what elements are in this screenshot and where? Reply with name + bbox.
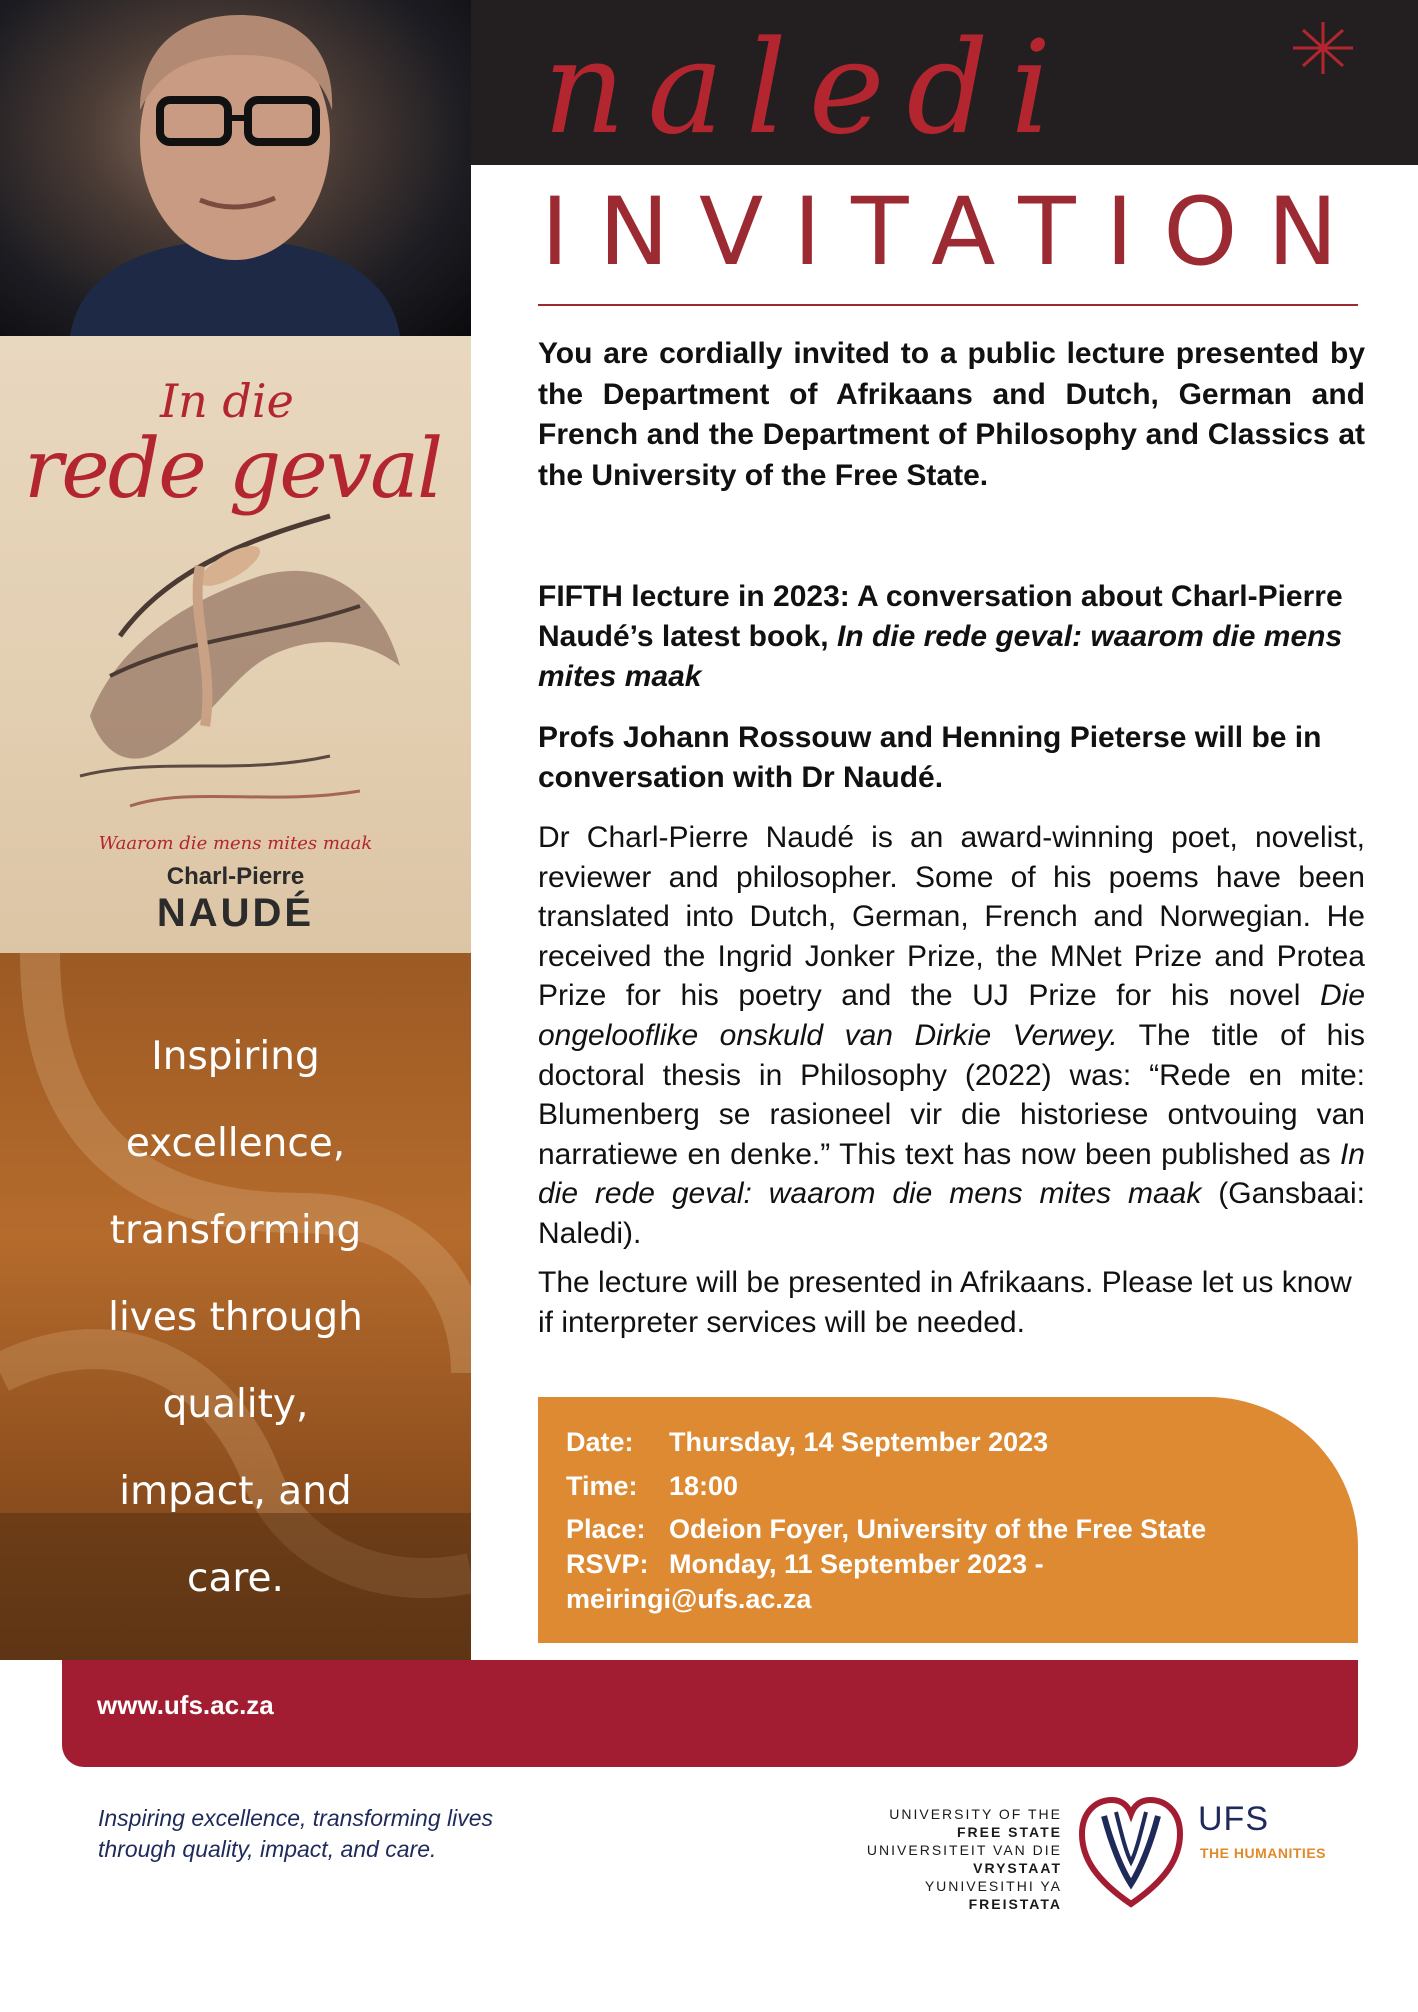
speakers-paragraph: Profs Johann Rossouw and Henning Pieterse will be in conversation with Dr Naudé. bbox=[538, 721, 1322, 794]
footer-tagline bbox=[98, 1803, 493, 1865]
book-cover bbox=[0, 336, 471, 953]
slogan-line: impact, and bbox=[119, 1469, 352, 1514]
event-details-box bbox=[538, 1397, 1358, 1643]
event-place-row bbox=[566, 1514, 1206, 1545]
slogan-line: quality, bbox=[162, 1382, 309, 1427]
event-rsvp: Monday, 11 September 2023 - bbox=[669, 1549, 1044, 1579]
ufs-heart-logo-icon bbox=[1076, 1792, 1186, 1910]
bio-text-3: (Gansbaai: Naledi). bbox=[538, 1177, 1365, 1250]
speaker-photo bbox=[0, 0, 471, 336]
university-name-line: FREE STATE bbox=[956, 1824, 1062, 1840]
lecture-heading bbox=[538, 577, 1365, 697]
book-cover-title-line2: rede geval bbox=[24, 422, 442, 517]
slogan-line: lives through bbox=[108, 1295, 363, 1340]
lecture-book-title: In die rede geval: waarom die mens mites maak bbox=[538, 620, 1343, 693]
bio-novel-title: Die ongelooflike onskuld van Dirkie Verwey. bbox=[538, 979, 1365, 1052]
university-name-line: YUNIVESITHI YA bbox=[924, 1878, 1062, 1894]
event-email[interactable]: meiringi@ufs.ac.za bbox=[566, 1584, 812, 1614]
book-cover-author-first: Charl-Pierre bbox=[166, 863, 305, 890]
slogan-line: transforming bbox=[109, 1208, 362, 1253]
header-band bbox=[471, 0, 1418, 165]
event-date-label: Date: bbox=[566, 1427, 634, 1457]
university-name-line: UNIVERSITEIT VAN DIE bbox=[866, 1842, 1062, 1858]
footer-tagline-line1: Inspiring excellence, transforming lives bbox=[98, 1805, 494, 1831]
slogan-line: care. bbox=[187, 1556, 284, 1601]
event-time: 18:00 bbox=[669, 1471, 739, 1501]
star-icon bbox=[1293, 22, 1353, 74]
ufs-logo-subtitle: THE HUMANITIES bbox=[1200, 1845, 1326, 1861]
page-title: INVITATION bbox=[541, 178, 1368, 287]
slogan-text bbox=[0, 1013, 471, 1622]
university-name-line: UNIVERSITY OF THE bbox=[889, 1806, 1062, 1822]
university-name-line: FREISTATA bbox=[968, 1896, 1062, 1912]
university-name-line: VRYSTAAT bbox=[973, 1860, 1062, 1876]
speaker-photo-illustration bbox=[0, 0, 471, 336]
event-place: Odeion Foyer, University of the Free State bbox=[669, 1514, 1207, 1544]
slogan-line: Inspiring bbox=[151, 1034, 320, 1079]
slogan-panel bbox=[0, 953, 471, 1660]
book-cover-subtitle: Waarom die mens mites maak bbox=[98, 833, 373, 854]
title-divider bbox=[538, 304, 1358, 306]
bio-text-1: Dr Charl-Pierre Naudé is an award-winning poet, novelist, reviewer and philosopher. Some of his poems have been translated into Dutch, German, French and Norwegian. He received the Ingrid Jonker Prize, the MNet Prize and Protea Prize for his poetry and the UJ Prize for his novel bbox=[538, 821, 1365, 1013]
university-names bbox=[840, 1805, 1062, 1913]
naledi-logo bbox=[471, 0, 1418, 165]
event-place-label: Place: bbox=[566, 1514, 646, 1544]
naledi-logo-text: naledi bbox=[543, 14, 1074, 163]
event-rsvp-row bbox=[566, 1549, 1044, 1580]
intro-paragraph: You are cordially invited to a public lecture presented by the Department of Afrikaans and Dutch, German and French and the Department of Philosophy and Classics at the University of the Free State. bbox=[538, 337, 1365, 492]
footer-band bbox=[62, 1660, 1358, 1767]
event-rsvp-label: RSVP: bbox=[566, 1549, 649, 1579]
lecture-heading-text: FIFTH lecture in 2023: A conversation about Charl-Pierre Naudé’s latest book, bbox=[538, 580, 1343, 653]
ufs-logo-text: UFS bbox=[1198, 1800, 1269, 1838]
event-date-row bbox=[566, 1427, 1048, 1458]
footer-tagline-line2: through quality, impact, and care. bbox=[98, 1836, 437, 1862]
language-note: The lecture will be presented in Afrikaans. Please let us know if interpreter services will be needed. bbox=[538, 1266, 1352, 1339]
book-cover-title-line1: In die bbox=[160, 374, 294, 428]
event-time-label: Time: bbox=[566, 1471, 638, 1501]
bio-paragraph bbox=[538, 818, 1365, 1254]
book-cover-author-last: NAUDÉ bbox=[156, 891, 315, 935]
event-time-row bbox=[566, 1471, 738, 1502]
event-date: Thursday, 14 September 2023 bbox=[669, 1427, 1049, 1457]
bio-text-2: The title of his doctoral thesis in Philosophy (2022) was: “Rede en mite: Blumenberg se rasioneel vir die historiese ontvouing van narratiewe en denke.” This text has now been published as bbox=[538, 1018, 1366, 1171]
bio-book-title: In die rede geval: waarom die mens mites maak bbox=[538, 1137, 1365, 1211]
book-cover-illustration bbox=[0, 336, 471, 953]
slogan-line: excellence, bbox=[125, 1121, 346, 1166]
website-link[interactable]: www.ufs.ac.za bbox=[97, 1690, 274, 1720]
